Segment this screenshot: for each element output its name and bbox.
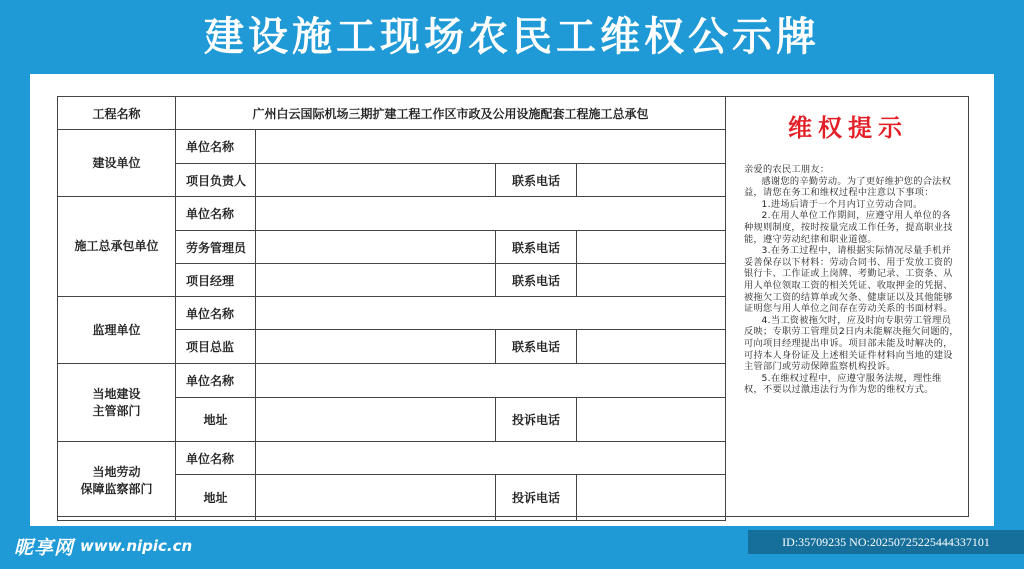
field-value — [256, 130, 726, 164]
category-label: 监理单位 — [58, 297, 176, 364]
project-name-value: 广州白云国际机场三期扩建工程工作区市政及公用设施配套工程施工总承包 — [176, 97, 726, 130]
notice-title: 维权提示 — [788, 114, 908, 142]
field-value — [256, 330, 496, 364]
phone-value — [577, 231, 726, 264]
field-label: 单位名称 — [176, 364, 256, 398]
table-row — [58, 364, 726, 398]
table-row — [58, 297, 726, 330]
field-label: 地址 — [176, 398, 256, 442]
notice-paragraph: 4.当工资被拖欠时，应及时向专职劳工管理员反映；专职劳工管理员2日内未能解决拖欠问题的，可向项目经理提出申诉。项目部未能及时解决的，可持本人身份证及上述相关证件材料向当地的建设主管部门或劳动保障监察机构投诉。 — [744, 314, 959, 373]
phone-label: 联系电话 — [496, 231, 577, 264]
notice-paragraph: 1.进场后请于一个月内订立劳动合同。 — [761, 198, 923, 210]
notice-paragraph: 2.在用人单位工作期间，应遵守用人单位的各种规则制度，按时按量完成工作任务，提高职业技能，遵守劳动纪律和职业道德。 — [744, 210, 953, 245]
category-label: 施工总承包单位 — [58, 197, 176, 297]
category-label: 当地建设 主管部门 — [58, 364, 176, 442]
info-table — [57, 96, 726, 521]
watermark-logo-text: 昵享网 — [14, 536, 75, 559]
field-label: 项目总监 — [176, 330, 256, 364]
notice-paragraph: 3.在务工过程中，请根据实际情况尽量手机并妥善保存以下材料：劳动合同书、用于发放工资的银行卡、工作证或上岗牌、考勤记录、工资条、从用人单位领取工资的相关凭证、收取押金的凭据、被拖欠工资的结算单或欠条、健康证以及其他能够证明您与用人单位之间存在劳动关系的书面材料。 — [744, 245, 953, 315]
field-label: 单位名称 — [176, 442, 256, 475]
field-value — [256, 398, 496, 442]
field-value — [256, 297, 726, 330]
field-label: 单位名称 — [176, 297, 256, 330]
notice-paragraph: 5.在维权过程中，应遵守服务法规，理性维权，不要以过激违法行为作为您的维权方式。 — [744, 372, 942, 396]
field-value — [256, 364, 726, 398]
field-value — [256, 197, 726, 231]
phone-label: 投诉电话 — [496, 475, 577, 521]
field-label: 地址 — [176, 475, 256, 521]
field-value — [256, 231, 496, 264]
field-value — [256, 264, 496, 297]
table-row — [58, 442, 726, 475]
field-label: 劳务管理员 — [176, 231, 256, 264]
image-id-bar: ID:35709235 NO:20250725225444337101 — [748, 530, 1024, 554]
phone-value — [577, 330, 726, 364]
phone-value — [577, 164, 726, 197]
phone-value — [577, 398, 726, 442]
category-label: 当地劳动 保障监察部门 — [58, 442, 176, 521]
field-value — [256, 442, 726, 475]
page-title: 建设施工现场农民工维权公示牌 — [204, 14, 820, 60]
watermark-site: www.nipic.cn — [80, 537, 193, 555]
watermark-logo — [14, 533, 192, 559]
notice-body — [744, 164, 960, 396]
project-name-label: 工程名称 — [58, 97, 176, 130]
table-row — [58, 130, 726, 164]
phone-label: 联系电话 — [496, 264, 577, 297]
phone-value — [577, 264, 726, 297]
category-label: 建设单位 — [58, 130, 176, 197]
field-label: 项目负责人 — [176, 164, 256, 197]
table-row — [58, 197, 726, 231]
notice-column — [725, 96, 969, 517]
field-label: 单位名称 — [176, 130, 256, 164]
field-value — [256, 164, 496, 197]
phone-label: 联系电话 — [496, 164, 577, 197]
phone-value — [577, 475, 726, 521]
notice-paragraph: 亲爱的农民工朋友： — [744, 164, 830, 175]
notice-paragraph: 感谢您的辛勤劳动。为了更好维护您的合法权益，请您在务工和维权过程中注意以下事项： — [744, 175, 952, 199]
phone-label: 联系电话 — [496, 330, 577, 364]
field-label: 单位名称 — [176, 197, 256, 231]
phone-label: 投诉电话 — [496, 398, 577, 442]
field-value — [256, 475, 496, 521]
field-label: 项目经理 — [176, 264, 256, 297]
